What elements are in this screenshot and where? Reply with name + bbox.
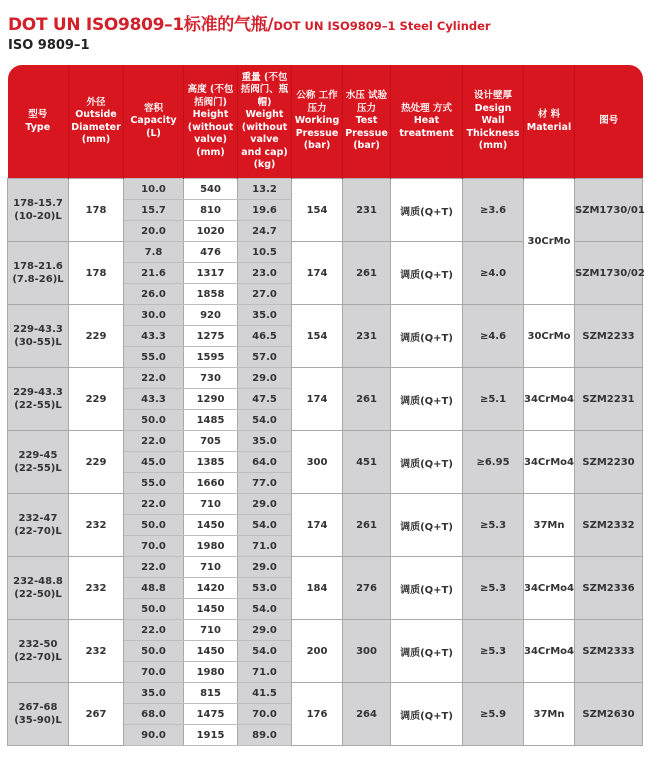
weight-cell: 19.6 bbox=[238, 200, 292, 221]
type-cell bbox=[8, 242, 69, 305]
working-pressure-cell: 176 bbox=[292, 683, 343, 746]
capacity-cell: 22.0 bbox=[124, 620, 184, 641]
table-row bbox=[8, 494, 643, 515]
table-row bbox=[8, 620, 643, 641]
type-cell bbox=[8, 431, 69, 494]
type-code: 178-15.7 bbox=[13, 198, 63, 209]
type-code: 232-47 bbox=[18, 513, 58, 524]
weight-cell: 29.0 bbox=[238, 620, 292, 641]
weight-cell: 71.0 bbox=[238, 536, 292, 557]
weight-cell: 41.5 bbox=[238, 683, 292, 704]
capacity-cell: 90.0 bbox=[124, 725, 184, 746]
capacity-cell: 22.0 bbox=[124, 494, 184, 515]
height-cell: 1595 bbox=[184, 347, 238, 368]
height-cell: 1317 bbox=[184, 263, 238, 284]
table-row bbox=[8, 683, 643, 704]
table-row bbox=[8, 557, 643, 578]
weight-cell: 54.0 bbox=[238, 515, 292, 536]
wall-thickness-cell: ≥5.3 bbox=[463, 557, 524, 620]
test-pressure-cell: 261 bbox=[343, 368, 391, 431]
drawing-number-cell: SZM2332 bbox=[575, 494, 643, 557]
heat-treatment-cell: 调质(Q+T) bbox=[391, 368, 463, 431]
material-cell: 34CrMo4 bbox=[524, 368, 575, 431]
weight-cell: 35.0 bbox=[238, 431, 292, 452]
table-row bbox=[8, 368, 643, 389]
drawing-number-cell: SZM2230 bbox=[575, 431, 643, 494]
height-cell: 1450 bbox=[184, 641, 238, 662]
working-pressure-cell: 174 bbox=[292, 368, 343, 431]
type-cell bbox=[8, 494, 69, 557]
column-header-zh: 重量 (不包括阀门、瓶帽) bbox=[240, 71, 289, 108]
height-cell: 710 bbox=[184, 494, 238, 515]
height-cell: 1420 bbox=[184, 578, 238, 599]
column-header bbox=[575, 65, 643, 179]
drawing-number-cell: SZM2333 bbox=[575, 620, 643, 683]
column-header-en: Type bbox=[25, 121, 51, 133]
capacity-cell: 20.0 bbox=[124, 221, 184, 242]
height-cell: 730 bbox=[184, 368, 238, 389]
heat-treatment-cell: 调质(Q+T) bbox=[391, 305, 463, 368]
working-pressure-cell: 300 bbox=[292, 431, 343, 494]
wall-thickness-cell: ≥4.0 bbox=[463, 242, 524, 305]
column-header bbox=[8, 65, 69, 179]
column-header-zh: 外径 bbox=[86, 96, 106, 108]
capacity-cell: 55.0 bbox=[124, 473, 184, 494]
height-cell: 1290 bbox=[184, 389, 238, 410]
working-pressure-cell: 184 bbox=[292, 557, 343, 620]
weight-cell: 89.0 bbox=[238, 725, 292, 746]
column-header-en: Working Pressue (bar) bbox=[294, 115, 340, 152]
capacity-cell: 55.0 bbox=[124, 347, 184, 368]
height-cell: 1660 bbox=[184, 473, 238, 494]
capacity-range: (10-20)L bbox=[14, 211, 62, 222]
capacity-cell: 48.8 bbox=[124, 578, 184, 599]
capacity-cell: 50.0 bbox=[124, 599, 184, 620]
column-header bbox=[124, 65, 184, 179]
capacity-cell: 45.0 bbox=[124, 452, 184, 473]
capacity-cell: 50.0 bbox=[124, 641, 184, 662]
capacity-cell: 15.7 bbox=[124, 200, 184, 221]
working-pressure-cell: 154 bbox=[292, 305, 343, 368]
height-cell: 810 bbox=[184, 200, 238, 221]
capacity-range: (22-70)L bbox=[14, 652, 62, 663]
capacity-cell: 50.0 bbox=[124, 410, 184, 431]
weight-cell: 35.0 bbox=[238, 305, 292, 326]
height-cell: 1858 bbox=[184, 284, 238, 305]
column-header-zh: 图号 bbox=[599, 115, 619, 127]
working-pressure-cell: 174 bbox=[292, 494, 343, 557]
test-pressure-cell: 231 bbox=[343, 305, 391, 368]
wall-thickness-cell: ≥6.95 bbox=[463, 431, 524, 494]
outside-diameter-cell: 229 bbox=[69, 305, 124, 368]
heat-treatment-cell: 调质(Q+T) bbox=[391, 179, 463, 242]
test-pressure-cell: 261 bbox=[343, 242, 391, 305]
height-cell: 1915 bbox=[184, 725, 238, 746]
drawing-number-cell: SZM2630 bbox=[575, 683, 643, 746]
type-cell bbox=[8, 179, 69, 242]
material-cell: 30CrMo bbox=[524, 305, 575, 368]
type-cell bbox=[8, 620, 69, 683]
table-header-row bbox=[8, 65, 643, 179]
type-code: 229-43.3 bbox=[13, 324, 63, 335]
drawing-number-cell: SZM2231 bbox=[575, 368, 643, 431]
outside-diameter-cell: 232 bbox=[69, 494, 124, 557]
weight-cell: 46.5 bbox=[238, 326, 292, 347]
height-cell: 1485 bbox=[184, 410, 238, 431]
column-header-zh: 设计壁厚 bbox=[473, 90, 512, 102]
column-header-zh: 水压 试验压力 bbox=[345, 90, 388, 114]
drawing-number-cell: SZM1730/02 bbox=[575, 242, 643, 305]
column-header-zh: 容积 bbox=[143, 102, 163, 114]
material-cell: 34CrMo4 bbox=[524, 431, 575, 494]
material-cell: 37Mn bbox=[524, 683, 575, 746]
drawing-number-cell: SZM2233 bbox=[575, 305, 643, 368]
material-cell: 34CrMo4 bbox=[524, 557, 575, 620]
column-header-zh: 公称 工作压力 bbox=[296, 90, 338, 114]
height-cell: 1980 bbox=[184, 536, 238, 557]
capacity-cell: 43.3 bbox=[124, 389, 184, 410]
capacity-cell: 7.8 bbox=[124, 242, 184, 263]
type-cell bbox=[8, 368, 69, 431]
capacity-cell: 50.0 bbox=[124, 515, 184, 536]
test-pressure-cell: 451 bbox=[343, 431, 391, 494]
test-pressure-cell: 300 bbox=[343, 620, 391, 683]
drawing-number-cell: SZM2336 bbox=[575, 557, 643, 620]
weight-cell: 47.5 bbox=[238, 389, 292, 410]
weight-cell: 23.0 bbox=[238, 263, 292, 284]
column-header-zh: 材 料 bbox=[537, 109, 561, 120]
table-row bbox=[8, 305, 643, 326]
capacity-cell: 10.0 bbox=[124, 179, 184, 200]
heat-treatment-cell: 调质(Q+T) bbox=[391, 620, 463, 683]
capacity-cell: 43.3 bbox=[124, 326, 184, 347]
column-header bbox=[184, 65, 238, 179]
material-cell: 37Mn bbox=[524, 494, 575, 557]
outside-diameter-cell: 229 bbox=[69, 368, 124, 431]
drawing-number-cell: SZM1730/01 bbox=[575, 179, 643, 242]
capacity-cell: 22.0 bbox=[124, 431, 184, 452]
outside-diameter-cell: 229 bbox=[69, 431, 124, 494]
heat-treatment-cell: 调质(Q+T) bbox=[391, 683, 463, 746]
capacity-cell: 70.0 bbox=[124, 536, 184, 557]
outside-diameter-cell: 232 bbox=[69, 620, 124, 683]
column-header bbox=[391, 65, 463, 179]
column-header-en: Height (without valve) (mm) bbox=[187, 109, 234, 158]
weight-cell: 29.0 bbox=[238, 557, 292, 578]
column-header-en: Heat treatment bbox=[399, 115, 454, 139]
type-code: 178-21.6 bbox=[13, 261, 63, 272]
column-header-en: Design Wall Thickness (mm) bbox=[466, 102, 520, 152]
height-cell: 705 bbox=[184, 431, 238, 452]
weight-cell: 13.2 bbox=[238, 179, 292, 200]
type-code: 232-50 bbox=[18, 639, 58, 650]
weight-cell: 53.0 bbox=[238, 578, 292, 599]
capacity-range: (22-70)L bbox=[14, 526, 62, 537]
weight-cell: 29.0 bbox=[238, 494, 292, 515]
capacity-range: (7.8-26)L bbox=[12, 274, 64, 285]
wall-thickness-cell: ≥5.1 bbox=[463, 368, 524, 431]
capacity-cell: 35.0 bbox=[124, 683, 184, 704]
capacity-cell: 70.0 bbox=[124, 662, 184, 683]
weight-cell: 54.0 bbox=[238, 641, 292, 662]
column-header bbox=[238, 65, 292, 179]
cylinder-spec-table bbox=[7, 65, 643, 746]
test-pressure-cell: 276 bbox=[343, 557, 391, 620]
weight-cell: 24.7 bbox=[238, 221, 292, 242]
capacity-cell: 22.0 bbox=[124, 368, 184, 389]
table-row bbox=[8, 431, 643, 452]
height-cell: 540 bbox=[184, 179, 238, 200]
table-row bbox=[8, 179, 643, 200]
capacity-range: (22-55)L bbox=[14, 400, 62, 411]
heat-treatment-cell: 调质(Q+T) bbox=[391, 557, 463, 620]
column-header-en: Outside Diameter (mm) bbox=[71, 109, 121, 145]
column-header bbox=[463, 65, 524, 179]
wall-thickness-cell: ≥4.6 bbox=[463, 305, 524, 368]
capacity-range: (30-55)L bbox=[14, 337, 62, 348]
capacity-cell: 21.6 bbox=[124, 263, 184, 284]
title-en: DOT UN ISO9809–1 Steel Cylinder bbox=[273, 19, 491, 33]
weight-cell: 29.0 bbox=[238, 368, 292, 389]
column-header bbox=[292, 65, 343, 179]
outside-diameter-cell: 232 bbox=[69, 557, 124, 620]
height-cell: 1980 bbox=[184, 662, 238, 683]
title-main: DOT UN ISO9809–1标准的气瓶/ bbox=[8, 15, 274, 35]
height-cell: 920 bbox=[184, 305, 238, 326]
working-pressure-cell: 154 bbox=[292, 179, 343, 242]
column-header-en: Material bbox=[526, 121, 572, 133]
type-code: 229-43.3 bbox=[13, 387, 63, 398]
capacity-cell: 22.0 bbox=[124, 557, 184, 578]
height-cell: 1275 bbox=[184, 326, 238, 347]
height-cell: 1450 bbox=[184, 515, 238, 536]
type-code: 229-45 bbox=[18, 450, 58, 461]
heat-treatment-cell: 调质(Q+T) bbox=[391, 494, 463, 557]
outside-diameter-cell: 178 bbox=[69, 242, 124, 305]
height-cell: 1475 bbox=[184, 704, 238, 725]
capacity-range: (22-50)L bbox=[14, 589, 62, 600]
height-cell: 1385 bbox=[184, 452, 238, 473]
column-header-en: Weight (without valve and cap) (kg) bbox=[241, 109, 288, 170]
weight-cell: 10.5 bbox=[238, 242, 292, 263]
column-header-zh: 热处理 方式 bbox=[401, 102, 452, 114]
height-cell: 1450 bbox=[184, 599, 238, 620]
column-header-en: Capacity (L) bbox=[130, 115, 177, 139]
heat-treatment-cell: 调质(Q+T) bbox=[391, 242, 463, 305]
wall-thickness-cell: ≥3.6 bbox=[463, 179, 524, 242]
standard-subtitle: ISO 9809–1 bbox=[8, 38, 90, 53]
capacity-range: (22-55)L bbox=[14, 463, 62, 474]
column-header bbox=[343, 65, 391, 179]
wall-thickness-cell: ≥5.3 bbox=[463, 620, 524, 683]
heat-treatment-cell: 调质(Q+T) bbox=[391, 431, 463, 494]
capacity-range: (35-90)L bbox=[14, 715, 62, 726]
type-code: 267-68 bbox=[18, 702, 58, 713]
weight-cell: 77.0 bbox=[238, 473, 292, 494]
weight-cell: 57.0 bbox=[238, 347, 292, 368]
type-cell bbox=[8, 557, 69, 620]
column-header bbox=[524, 65, 575, 179]
material-cell: 34CrMo4 bbox=[524, 620, 575, 683]
weight-cell: 70.0 bbox=[238, 704, 292, 725]
weight-cell: 54.0 bbox=[238, 410, 292, 431]
outside-diameter-cell: 267 bbox=[69, 683, 124, 746]
material-cell: 30CrMo bbox=[524, 179, 575, 305]
wall-thickness-cell: ≥5.3 bbox=[463, 494, 524, 557]
capacity-cell: 68.0 bbox=[124, 704, 184, 725]
wall-thickness-cell: ≥5.9 bbox=[463, 683, 524, 746]
height-cell: 710 bbox=[184, 620, 238, 641]
capacity-cell: 26.0 bbox=[124, 284, 184, 305]
column-header-zh: 型号 bbox=[28, 109, 48, 120]
height-cell: 710 bbox=[184, 557, 238, 578]
test-pressure-cell: 261 bbox=[343, 494, 391, 557]
weight-cell: 54.0 bbox=[238, 599, 292, 620]
height-cell: 1020 bbox=[184, 221, 238, 242]
column-header-zh: 高度 (不包括阀门) bbox=[187, 84, 234, 108]
table-body bbox=[8, 179, 643, 746]
capacity-cell: 30.0 bbox=[124, 305, 184, 326]
outside-diameter-cell: 178 bbox=[69, 179, 124, 242]
weight-cell: 64.0 bbox=[238, 452, 292, 473]
weight-cell: 27.0 bbox=[238, 284, 292, 305]
page-title bbox=[8, 10, 491, 35]
height-cell: 476 bbox=[184, 242, 238, 263]
working-pressure-cell: 200 bbox=[292, 620, 343, 683]
working-pressure-cell: 174 bbox=[292, 242, 343, 305]
height-cell: 815 bbox=[184, 683, 238, 704]
type-cell bbox=[8, 683, 69, 746]
column-header-en: Test Pressue (bar) bbox=[345, 115, 388, 152]
type-code: 232-48.8 bbox=[13, 576, 63, 587]
test-pressure-cell: 231 bbox=[343, 179, 391, 242]
test-pressure-cell: 264 bbox=[343, 683, 391, 746]
weight-cell: 71.0 bbox=[238, 662, 292, 683]
column-header bbox=[69, 65, 124, 179]
type-cell bbox=[8, 305, 69, 368]
